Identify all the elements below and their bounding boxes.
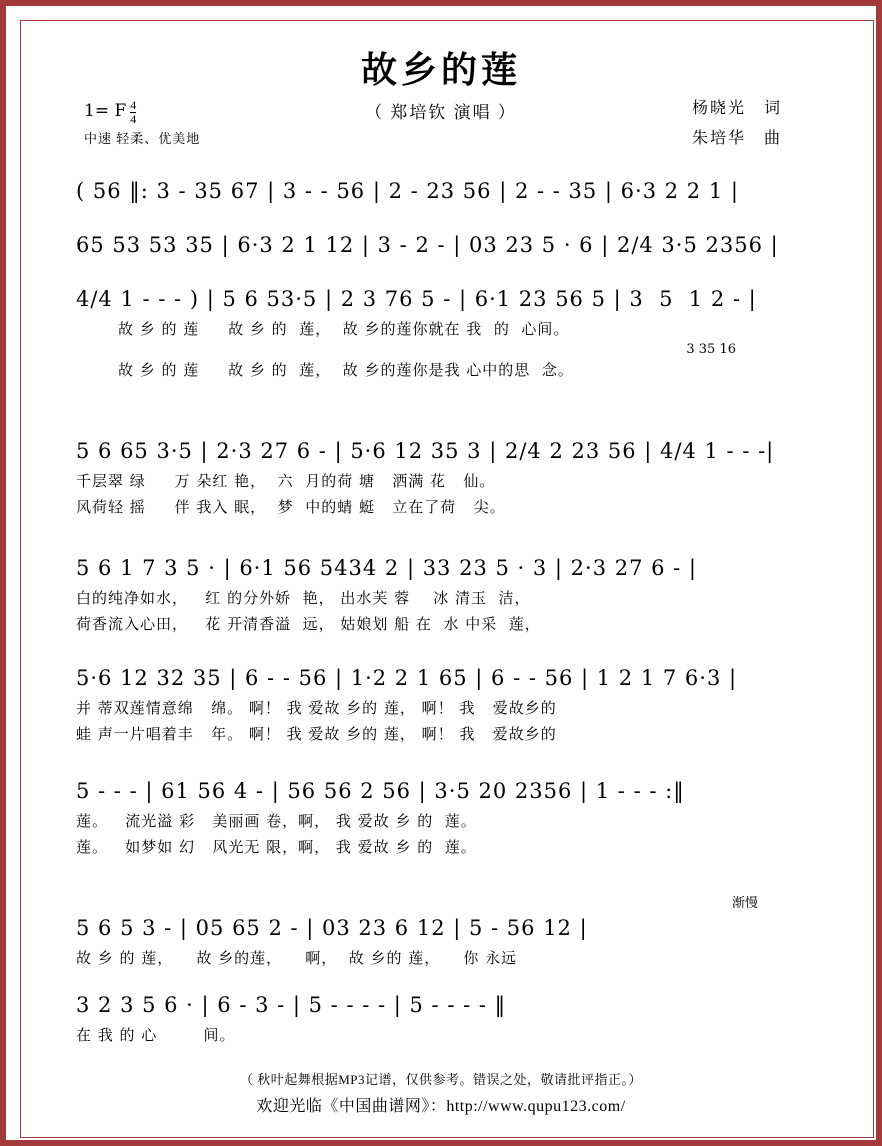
- music-system-5: [76, 551, 822, 639]
- notation-line: [76, 892, 822, 971]
- page-title: 故乡的莲: [360, 49, 521, 91]
- lyricist-role: 词: [763, 100, 780, 117]
- credits-block: [692, 94, 780, 154]
- notation-row: ( 56 ‖: 3 - 35 67 | 3 - - 56 | 2 - 23 56 | 2 - - 35 | 6·3 2 2 1 |: [76, 179, 739, 203]
- music-system-2: [76, 228, 822, 264]
- time-signature: [130, 99, 136, 125]
- footer-note: （ 秋叶起舞根据MP3记谱，仅供参考。错误之处，敬请批评指正。）: [239, 1072, 643, 1087]
- lyric-row-verse1: 千层翠 绿 万 朵红 艳， 六 月的荷 塘 洒满 花 仙。: [76, 472, 496, 490]
- ossia-notation: 3 35 16: [686, 342, 736, 357]
- notation-row: 3 2 3 5 6 · | 6 - 3 - | 5 - - - - | 5 - - - - ‖: [76, 993, 507, 1017]
- music-system-9: [76, 988, 822, 1050]
- notation-row: 4/4 1 - - - ) | 5 6 53·5 | 2 3 76 5 - | 6·1 23 56 5 | 3 5 1 2 - |: [76, 287, 757, 311]
- notation-row: 5 - - - | 61 56 4 - | 56 56 2 56 | 3·5 20 2356 | 1 - - - :‖: [76, 779, 685, 803]
- key-and-meter: [84, 98, 200, 149]
- lyricist-name: 杨晓光: [691, 100, 746, 117]
- lyric-row-verse2: 蛙 声一片唱着丰 年。 啊！ 我 爱故 乡的 莲， 啊！ 我 爱故乡的: [76, 725, 557, 743]
- music-system-8: [76, 892, 822, 973]
- lyric-row-verse2: 风荷轻 摇 伴 我入 眠， 梦 中的蜻 蜓 立在了荷 尖。: [76, 498, 506, 516]
- notation-line: [76, 434, 822, 520]
- music-system-6: [76, 661, 822, 749]
- composer-role: 曲: [763, 130, 780, 147]
- meter-denominator: 4: [130, 111, 137, 126]
- lyric-row-verse1: 莲。 流光溢 彩 美丽画 卷，啊， 我 爱故 乡 的 莲。: [76, 812, 477, 830]
- lyric-row-verse1: 在 我 的 心 间。: [76, 1026, 236, 1044]
- lyric-row-verse1: 白的纯净如水， 红 的分外娇 艳， 出水芙 蓉 冰 清玉 洁，: [76, 589, 531, 607]
- meter-numerator: 4: [130, 98, 137, 112]
- notation-line: [76, 551, 822, 637]
- notation-row: 5 6 5 3 - | 05 65 2 - | 03 23 6 12 | 5 - 56 12 |: [76, 916, 588, 940]
- key-signature: 1= F: [84, 101, 127, 121]
- composer-name: 朱培华: [691, 130, 746, 147]
- composer-line: [692, 124, 780, 154]
- lyric-row-verse2: 故 乡 的 莲 故 乡 的 莲， 故 乡的莲你是我 心中的思 念。: [118, 361, 574, 379]
- music-system-1: [76, 174, 822, 210]
- notation-line: [76, 174, 822, 208]
- singer-credit: （ 郑培钦 演唱 ）: [365, 103, 517, 122]
- music-system-3: [76, 282, 822, 385]
- notation-line: [76, 774, 822, 860]
- lyricist-line: [692, 94, 780, 124]
- notation-row: 5 6 1 7 3 5 · | 6·1 56 5434 2 | 33 23 5 · 3 | 2·3 27 6 - |: [76, 556, 698, 580]
- notation-row: 5·6 12 32 35 | 6 - - 56 | 1·2 2 1 65 | 6 - - 56 | 1 2 1 7 6·3 |: [76, 666, 738, 690]
- music-system-7: [76, 774, 822, 862]
- notation-row: 65 53 53 35 | 6·3 2 1 12 | 3 - 2 - | 03 23 5 · 6 | 2/4 3·5 2356 |: [76, 233, 779, 257]
- notation-row: 5 6 65 3·5 | 2·3 27 6 - | 5·6 12 35 3 | 2/4 2 23 56 | 4/4 1 - - -|: [76, 439, 775, 463]
- notation-line: [76, 661, 822, 747]
- lyric-row-verse1: 并 蒂双莲情意绵 绵。 啊！ 我 爱故 乡的 莲， 啊！ 我 爱故乡的: [76, 699, 557, 717]
- notation-line: [76, 228, 822, 262]
- expression-marking: 渐慢: [731, 896, 758, 911]
- lyric-row-verse2: 莲。 如梦如 幻 风光无 限，啊， 我 爱故 乡 的 莲。: [76, 838, 477, 856]
- lyric-row-verse2: 荷香流入心田， 花 开清香溢 远， 姑娘划 船 在 水 中采 莲，: [76, 615, 541, 633]
- lyric-row-verse1: 故 乡 的 莲 故 乡 的 莲， 故 乡的莲你就在 我 的 心间。: [118, 320, 570, 338]
- music-system-4: [76, 434, 822, 522]
- notation-line: [76, 282, 822, 383]
- footer-website: 欢迎光临《中国曲谱网》：http://www.qupu123.com/: [256, 1098, 626, 1115]
- notation-line: [76, 988, 822, 1048]
- lyric-row-verse1: 故 乡 的 莲， 故 乡的莲， 啊， 故 乡的 莲， 你 永远: [76, 949, 518, 967]
- tempo-marking: 中速 轻柔、优美地: [84, 131, 201, 147]
